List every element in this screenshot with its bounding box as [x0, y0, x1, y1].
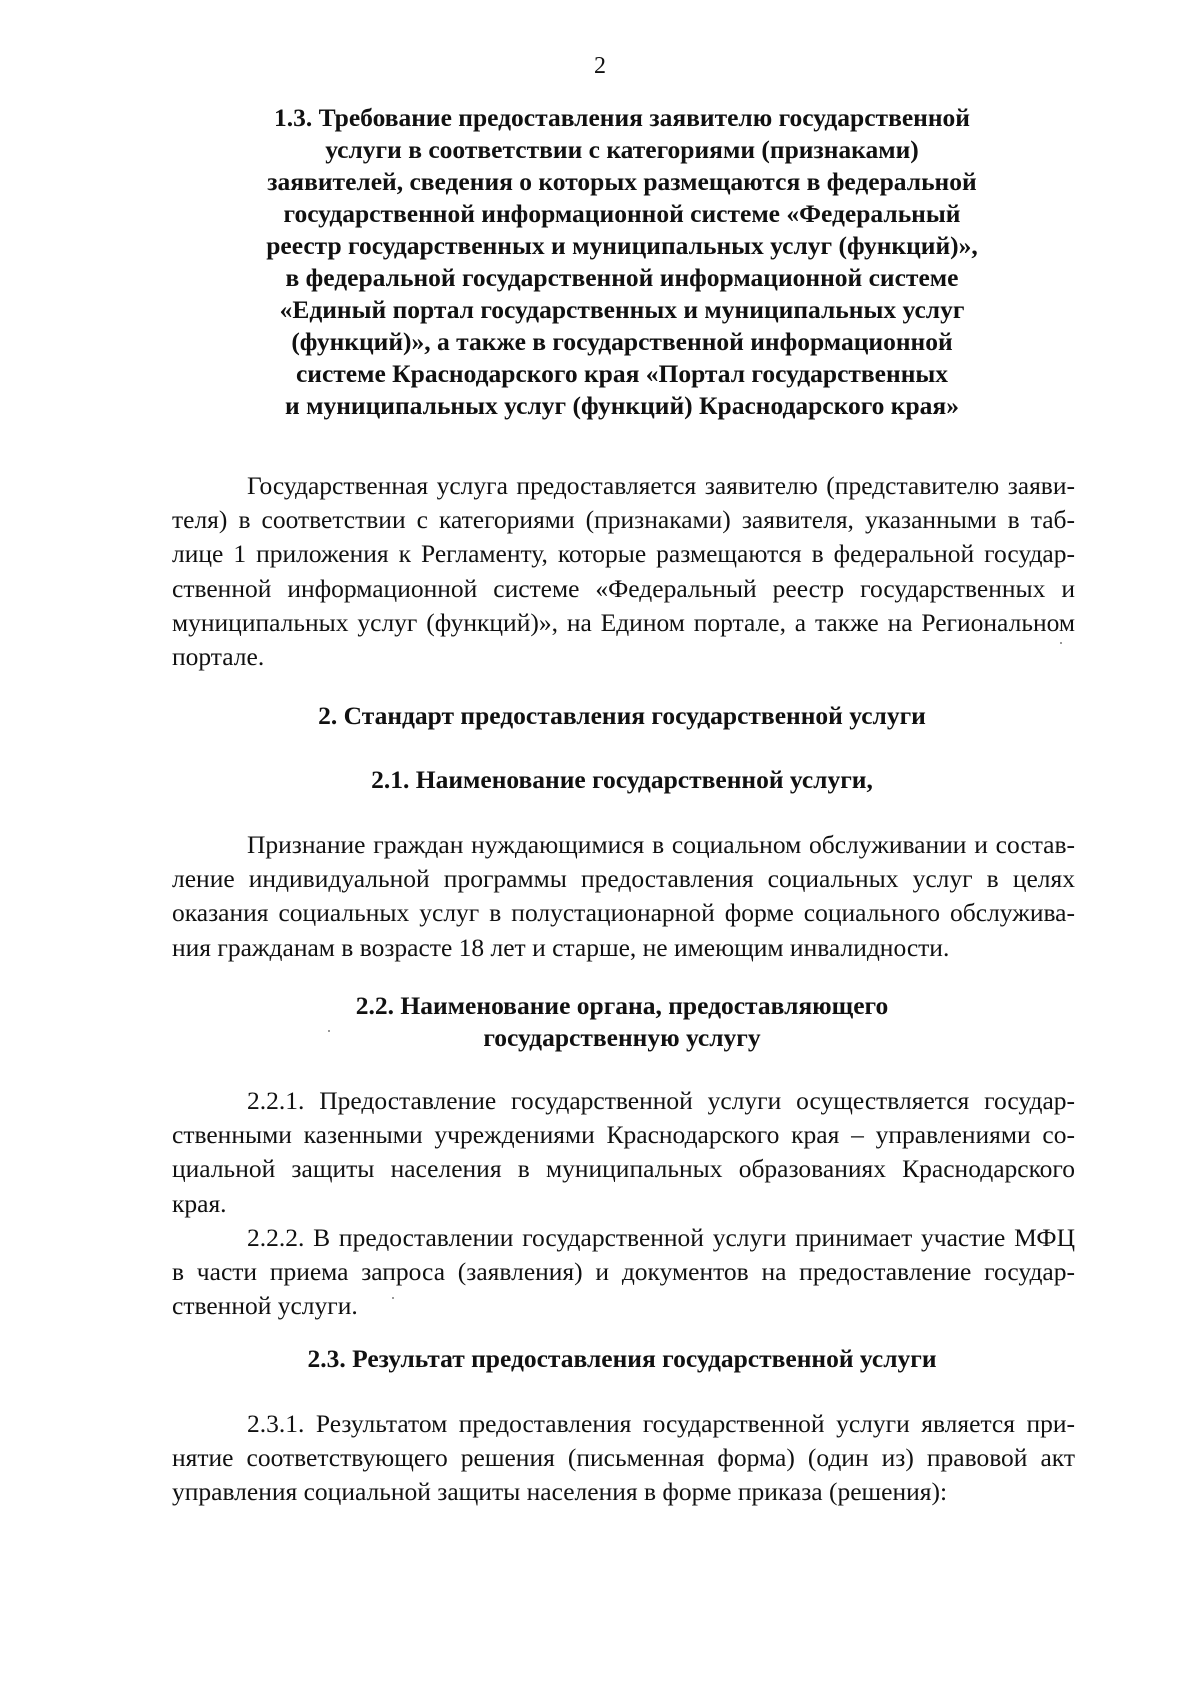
paragraph-line: портале. — [172, 642, 265, 672]
paragraph-line: оказания социальных услуг в полустационарной форме социального обслужива- — [172, 898, 1075, 928]
heading-line: (функций)», а также в государственной информационной — [291, 327, 953, 356]
section-2-2-heading — [172, 990, 1072, 1054]
paragraph-line: лице 1 приложения к Регламенту, которые размещаются в федеральной государ- — [172, 539, 1075, 569]
section-2-2-2-paragraph — [172, 1221, 1075, 1324]
heading-line: государственную услугу — [483, 1023, 761, 1052]
heading-line: государственной информационной системе «Федеральный — [283, 199, 961, 228]
scan-speck — [392, 1297, 394, 1299]
section-2-1-heading — [172, 764, 1072, 796]
section-2-1-paragraph — [172, 828, 1075, 965]
section-2-2-1-paragraph — [172, 1084, 1075, 1221]
heading-line: и муниципальных услуг (функций) Краснодарского края» — [285, 391, 959, 420]
section-1-3-heading — [172, 102, 1072, 422]
paragraph-line: муниципальных услуг (функций)», на Едином портале, а также на Региональном — [172, 607, 1075, 637]
heading-line: системе Краснодарского края «Портал государственных — [295, 359, 949, 388]
page-number: 2 — [594, 53, 606, 79]
heading-line: «Единый портал государственных и муниципальных услуг — [279, 295, 965, 324]
paragraph-line: ственной услуги. — [172, 1291, 358, 1321]
heading-line: 2.3. Результат предоставления государственной услуги — [307, 1344, 937, 1373]
section-2-3-1-paragraph — [172, 1407, 1075, 1510]
paragraph-line: теля) в соответствии с категориями (признаками) заявителя, указанными в таб- — [172, 505, 1075, 535]
paragraph-line: нятие соответствующего решения (письменная форма) (один из) правовой акт — [172, 1443, 1075, 1473]
paragraph-line: управления социальной защиты населения в форме приказа (решения): — [172, 1477, 948, 1507]
heading-line: 2.1. Наименование государственной услуги, — [371, 765, 873, 794]
heading-line: в федеральной государственной информационной системе — [285, 263, 959, 292]
paragraph-line: ния гражданам в возрасте 18 лет и старше, не имеющим инвалидности. — [172, 932, 950, 962]
paragraph-line: Признание граждан нуждающимися в социальном обслуживании и состав- — [247, 830, 1075, 859]
paragraph-line: 2.2.2. В предоставлении государственной услуги принимает участие МФЦ — [247, 1223, 1075, 1252]
scan-speck — [328, 1030, 330, 1032]
paragraph-line: циальной защиты населения в муниципальных образованиях Краснодарского — [172, 1154, 1075, 1184]
paragraph-line: 2.3.1. Результатом предоставления государственной услуги является при- — [247, 1409, 1075, 1438]
heading-line: реестр государственных и муниципальных услуг (функций)», — [266, 231, 978, 260]
heading-line: 2. Стандарт предоставления государственной услуги — [318, 701, 926, 730]
paragraph-line: в части приема запроса (заявления) и документов на предоставление государ- — [172, 1257, 1075, 1287]
heading-line: 1.3. Требование предоставления заявителю государственной — [274, 103, 970, 132]
section-2-3-heading — [172, 1343, 1072, 1375]
section-2-heading — [172, 700, 1072, 732]
paragraph-line: 2.2.1. Предоставление государственной услуги осуществляется государ- — [247, 1086, 1075, 1115]
paragraph-line: ственной информационной системе «Федеральный реестр государственных и — [172, 573, 1075, 603]
heading-line: услуги в соответствии с категориями (признаками) — [325, 135, 919, 164]
scan-speck — [1060, 642, 1062, 644]
heading-line: заявителей, сведения о которых размещаются в федеральной — [267, 167, 977, 196]
paragraph-line: ственными казенными учреждениями Краснодарского края – управлениями со- — [172, 1120, 1075, 1150]
heading-line: 2.2. Наименование органа, предоставляющего — [355, 991, 889, 1020]
paragraph-line: края. — [172, 1188, 227, 1218]
paragraph-line: ление индивидуальной программы предоставления социальных услуг в целях — [172, 864, 1075, 894]
paragraph-line: Государственная услуга предоставляется заявителю (представителю заяви- — [247, 471, 1075, 500]
section-1-3-paragraph — [172, 469, 1075, 674]
